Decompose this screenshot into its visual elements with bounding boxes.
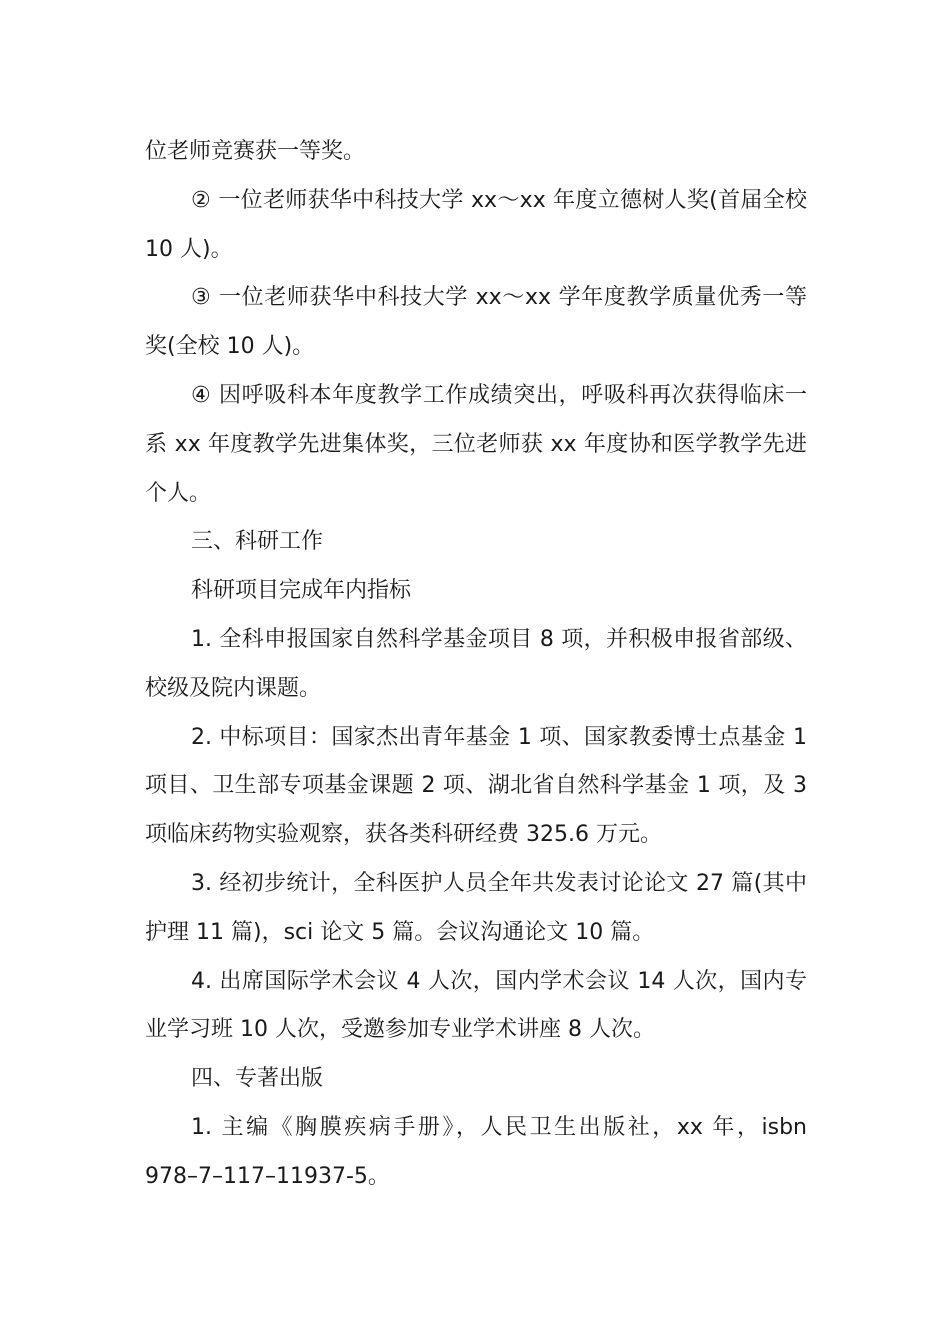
paragraph-award-4: ④ 因呼吸科本年度教学工作成绩突出，呼吸科再次获得临床一系 xx 年度教学先进集体奖，三位老师获 xx 年度协和医学教学先进个人。 (145, 382, 807, 506)
paragraph-award-2: ② 一位老师获华中科技大学 xx～xx 年度立德树人奖(首届全校 10 人)。 (145, 187, 807, 262)
paragraph-award-3: ③ 一位老师获华中科技大学 xx～xx 学年度教学质量优秀一等奖(全校 10 人)。 (145, 285, 807, 360)
paragraph-research-1: 1. 全科申报国家自然科学基金项目 8 项，并积极申报省部级、校级及院内课题。 (145, 626, 807, 701)
paragraph-research-2: 2. 中标项目：国家杰出青年基金 1 项、国家教委博士点基金 1 项目、卫生部专项基金课题 2 项、湖北省自然科学基金 1 项，及 3 项临床药物实验观察，获各类科研经费 325.6 万元。 (145, 724, 807, 848)
paragraph-research-4: 4. 出席国际学术会议 4 人次，国内学术会议 14 人次，国内专业学习班 10 人次，受邀参加专业学术讲座 8 人次。 (145, 968, 807, 1043)
subheading-research-projects: 科研项目完成年内指标 (191, 578, 412, 604)
section-heading-research: 三、科研工作 (191, 529, 324, 555)
document-body (145, 128, 807, 1202)
paragraph-award-continuation: 位老师竞赛获一等奖。 (145, 139, 366, 164)
paragraph-research-3: 3. 经初步统计，全科医护人员全年共发表讨论论文 27 篇(其中护理 11 篇)，sci 论文 5 篇。会议沟通论文 10 篇。 (145, 870, 807, 945)
section-heading-publications: 四、专著出版 (191, 1066, 324, 1092)
paragraph-publication-1: 1. 主编《胸膜疾病手册》，人民卫生出版社，xx 年，isbn 978–7–117–11937-5。 (145, 1114, 807, 1189)
